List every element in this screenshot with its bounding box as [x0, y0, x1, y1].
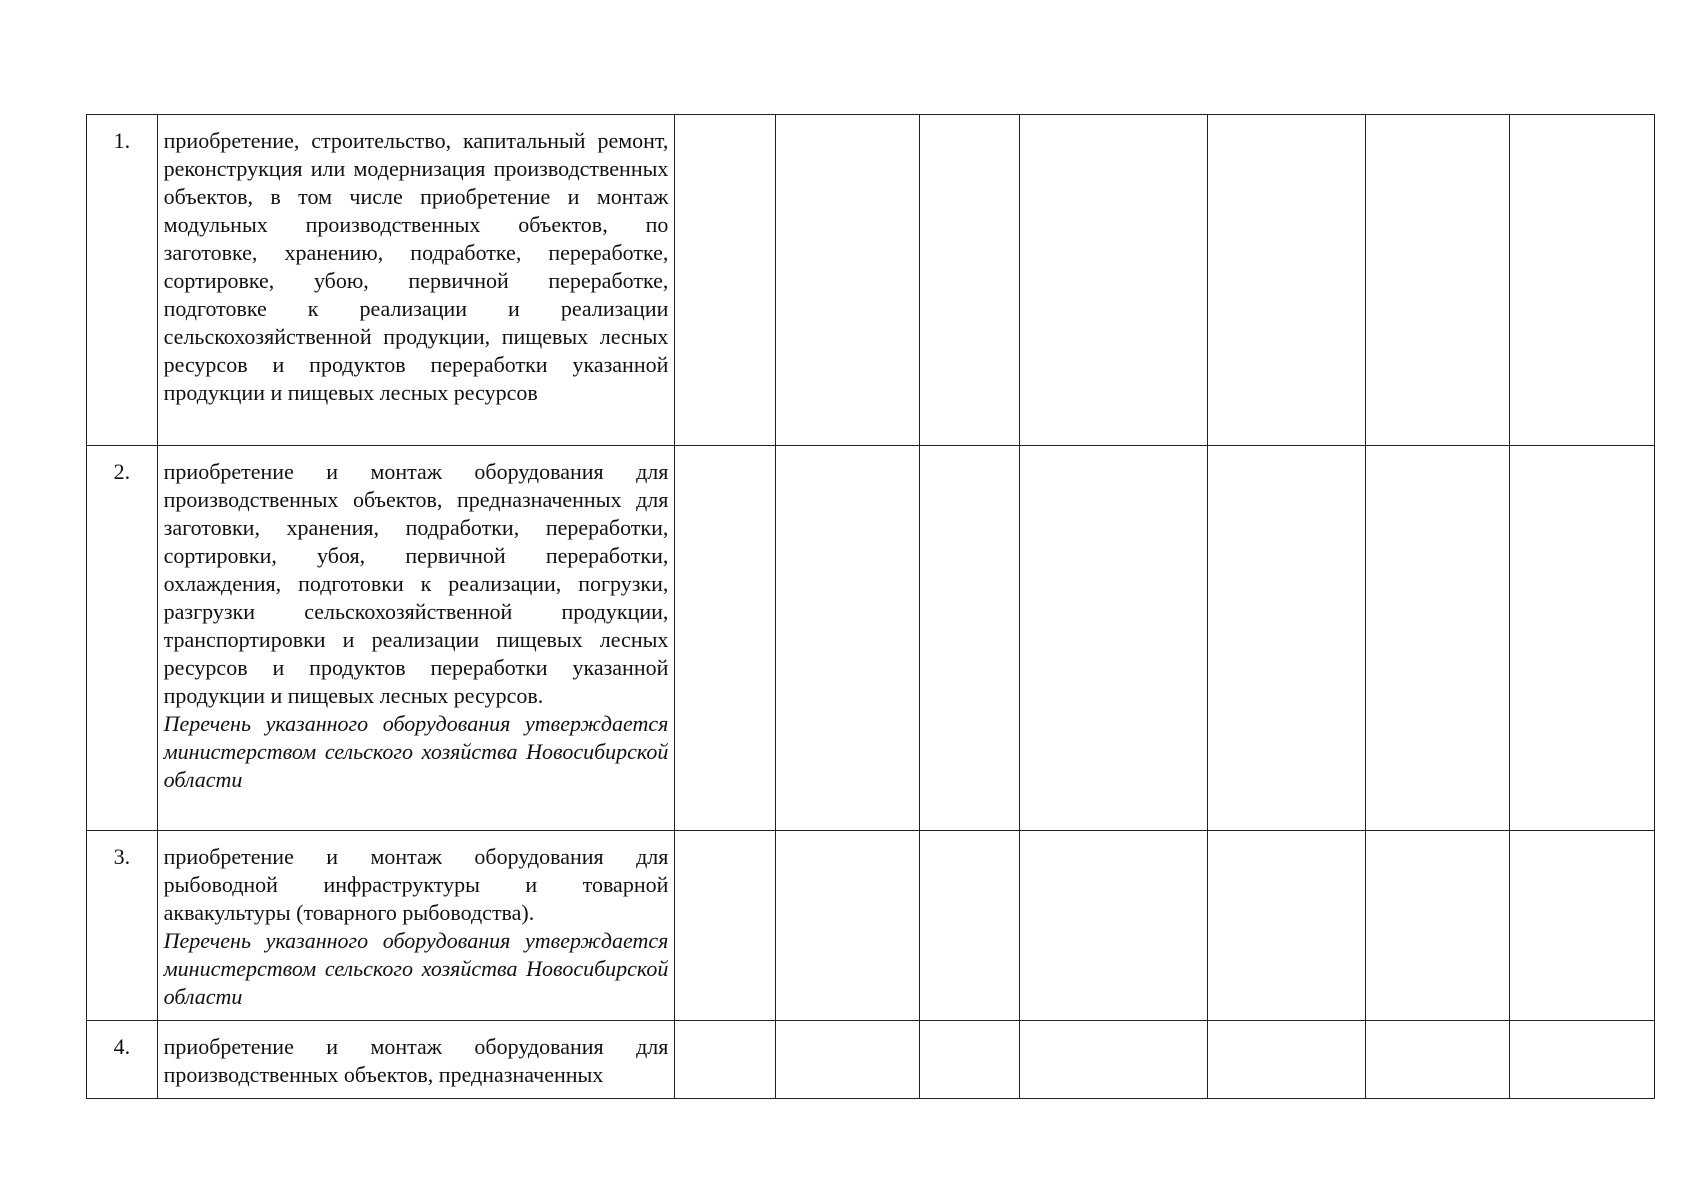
row-number-cell [87, 446, 158, 831]
empty-cell [920, 115, 1020, 446]
row-description-cell [157, 831, 675, 1021]
row-number-cell [87, 831, 158, 1021]
empty-cell [1020, 1021, 1208, 1099]
row-number: 4. [113, 1034, 131, 1059]
row-description-cell [157, 446, 675, 831]
empty-cell [1510, 831, 1655, 1021]
empty-cell [1366, 831, 1510, 1021]
empty-cell [775, 446, 919, 831]
table-row [87, 115, 1655, 446]
row-number: 3. [113, 844, 131, 869]
empty-cell [920, 1021, 1020, 1099]
empty-cell [675, 446, 775, 831]
table-row [87, 831, 1655, 1021]
empty-cell [1207, 1021, 1365, 1099]
empty-cell [775, 1021, 919, 1099]
empty-cell [1510, 446, 1655, 831]
row-number-cell [87, 1021, 158, 1099]
empty-cell [1510, 1021, 1655, 1099]
empty-cell [1366, 1021, 1510, 1099]
row-note: Перечень указанного оборудования утверждается министерством сельского хозяйства Новосибирской области [163, 928, 669, 1009]
empty-cell [920, 831, 1020, 1021]
empty-cell [920, 446, 1020, 831]
row-note: Перечень указанного оборудования утверждается министерством сельского хозяйства Новосибирской области [163, 711, 669, 792]
empty-cell [675, 1021, 775, 1099]
empty-cell [1366, 446, 1510, 831]
empty-cell [1207, 446, 1365, 831]
row-description-cell [157, 115, 675, 446]
empty-cell [1207, 831, 1365, 1021]
row-number: 1. [113, 128, 131, 153]
empty-cell [1207, 115, 1365, 446]
empty-cell [775, 831, 919, 1021]
empty-cell [1020, 446, 1208, 831]
row-number-cell [87, 115, 158, 446]
expense-table [86, 114, 1655, 1099]
empty-cell [675, 115, 775, 446]
row-description: приобретение, строительство, капитальный ремонт, реконструкция или модернизация производственных объектов, в том числе приобретение и монтаж модульных производственных объектов, по заготовке, хранению, подработке, переработке, сортировке, убою, первичной переработке, подготовке к реализации и реализации сельскохозяйственной продукции, пищевых лесных ресурсов и продуктов переработки указанной продукции и пищевых лесных ресурсов [163, 128, 669, 405]
table-row [87, 446, 1655, 831]
row-description: приобретение и монтаж оборудования для рыбоводной инфраструктуры и товарной аквакультуры (товарного рыбоводства). [163, 844, 669, 925]
table-row [87, 1021, 1655, 1099]
empty-cell [1020, 115, 1208, 446]
empty-cell [1020, 831, 1208, 1021]
row-description-cell [157, 1021, 675, 1099]
row-description: приобретение и монтаж оборудования для производственных объектов, предназначенных [163, 1034, 669, 1087]
empty-cell [1510, 115, 1655, 446]
row-description: приобретение и монтаж оборудования для производственных объектов, предназначенных для заготовки, хранения, подработки, переработки, сортировки, убоя, первичной переработки, охлаждения, подготовки к реализации, погрузки, разгрузки сельскохозяйственной продукции, транспортировки и реализации пищевых лесных ресурсов и продуктов переработки указанной продукции и пищевых лесных ресурсов. [163, 459, 669, 708]
empty-cell [775, 115, 919, 446]
empty-cell [675, 831, 775, 1021]
row-number: 2. [113, 459, 131, 484]
empty-cell [1366, 115, 1510, 446]
